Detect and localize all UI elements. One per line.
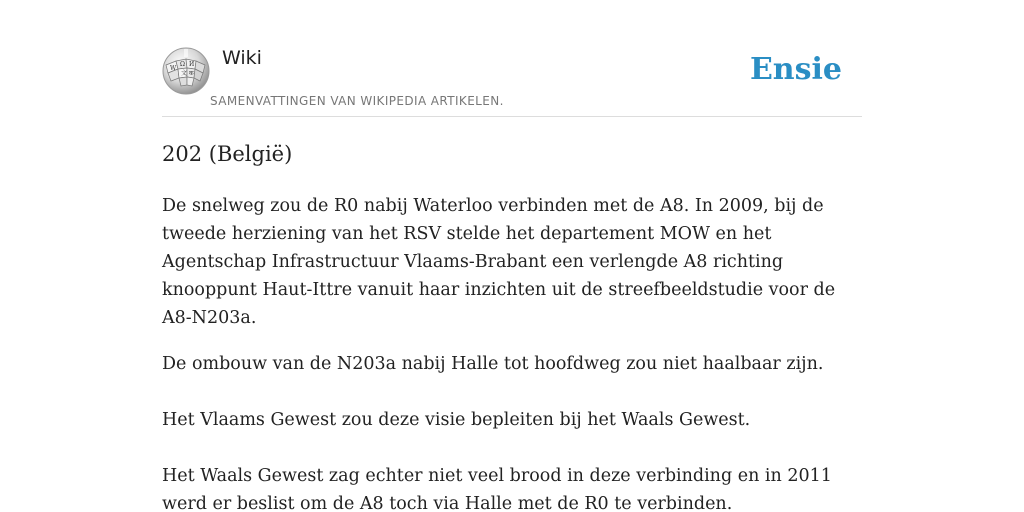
svg-text:क: क <box>189 70 194 77</box>
svg-text:W: W <box>170 65 177 72</box>
article-title: 202 (België) <box>162 142 293 166</box>
article-paragraph: Het Waals Gewest zag echter niet veel brood in deze verbinding en in 2011 werd er beslist om de A8 toch via Halle met de R0 te verbinden. <box>162 466 832 512</box>
site-name[interactable]: Wiki <box>222 47 262 69</box>
site-tagline: SAMENVATTINGEN VAN WIKIPEDIA ARTIKELEN. <box>210 94 504 108</box>
brand-logo[interactable]: Ensie <box>749 52 842 87</box>
article-paragraph: De snelweg zou de R0 nabij Waterloo verbinden met de A8. In 2009, bij de tweede herziening van het RSV stelde het departement MOW en het Agentschap Infrastructuur Vlaams-Brabant een verlengde A8 richting knooppunt Haut-Ittre vanuit haar inzichten uit de streefbeeldstudie voor de A8-N203a. <box>162 196 836 328</box>
article-paragraph: Het Vlaams Gewest zou deze visie bepleiten bij het Waals Gewest. <box>162 410 751 430</box>
wikipedia-globe-icon[interactable] <box>162 47 210 95</box>
site-header <box>162 40 862 117</box>
article-paragraph: De ombouw van de N203a nabij Halle tot hoofdweg zou niet haalbaar zijn. <box>162 354 824 374</box>
svg-text:文: 文 <box>181 70 188 77</box>
svg-text:И: И <box>189 61 195 68</box>
svg-text:Ω: Ω <box>180 61 185 68</box>
article-body <box>162 192 867 512</box>
